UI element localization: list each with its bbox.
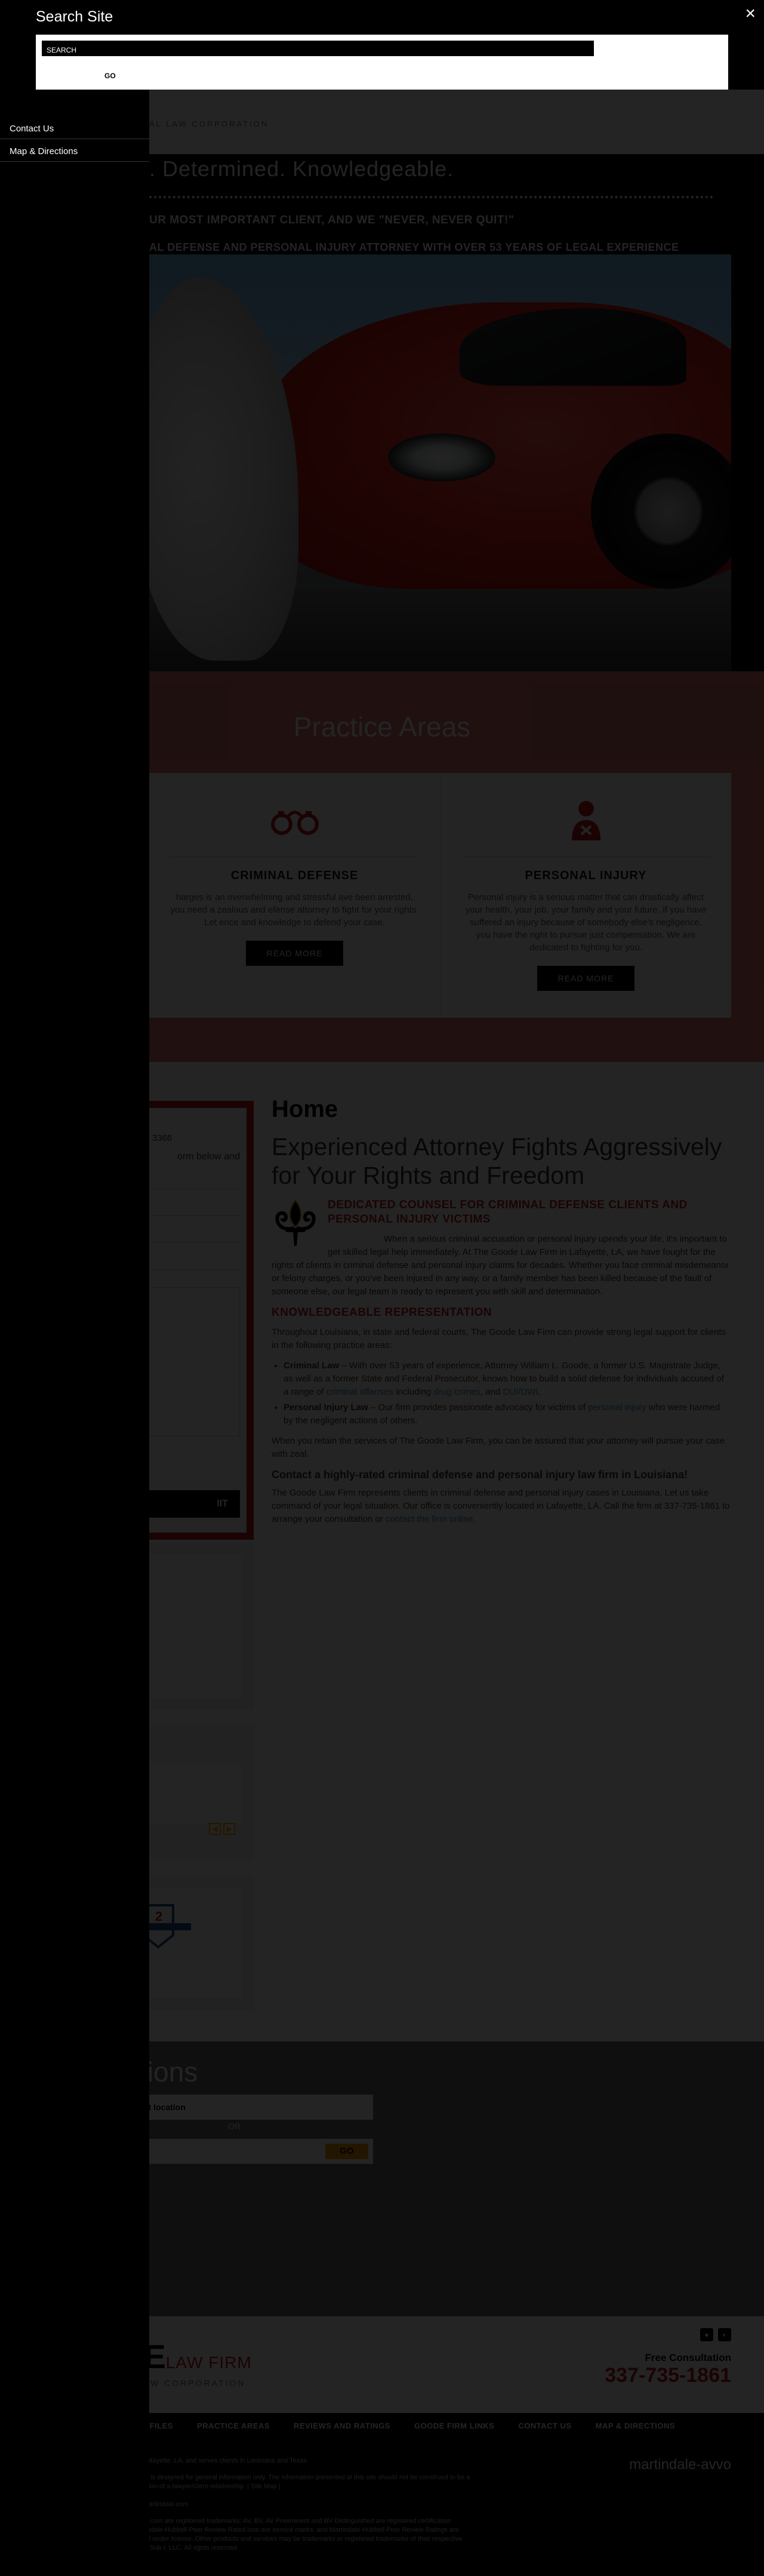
search-panel [0,0,764,90]
search-go-button[interactable]: GO [104,72,116,80]
side-menu-contact-us[interactable]: Contact Us [0,116,149,139]
close-icon[interactable]: × [745,4,756,23]
mobile-side-menu [0,0,149,2576]
side-menu-map-directions[interactable]: Map & Directions [0,139,149,162]
search-box [36,35,728,90]
search-title: Search Site [36,8,113,25]
search-input[interactable] [42,41,594,56]
